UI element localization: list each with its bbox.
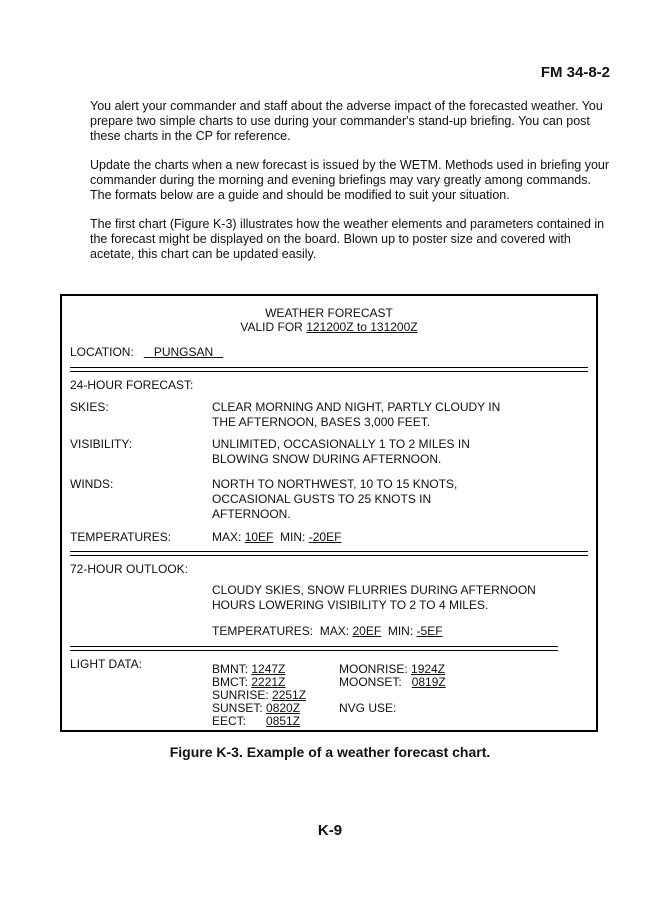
skies-value: CLEAR MORNING AND NIGHT, PARTLY CLOUDY IN THE AFTERNOON, BASES 3,000 FEET. xyxy=(212,400,501,429)
intro-paragraph-1: You alert your commander and staff about the adverse impact of the forecasted weather. You prepare two simple charts to use during your commander's stand-up briefing. You can post these charts in the CP for reference. xyxy=(90,99,603,143)
intro-text xyxy=(90,99,610,276)
outlook-value: CLOUDY SKIES, SNOW FLURRIES DURING AFTERNOON HOURS LOWERING VISIBILITY TO 2 TO 4 MILES. xyxy=(212,583,536,612)
light-data-right: MOONRISE: 1924Z MOONSET: 0819Z NVG USE: xyxy=(339,662,446,715)
location-row xyxy=(70,345,223,359)
visibility-value: UNLIMITED, OCCASIONALLY 1 TO 2 MILES IN BLOWING SNOW DURING AFTERNOON. xyxy=(212,437,470,466)
location-label: LOCATION: xyxy=(70,345,134,359)
visibility-label: VISIBILITY: xyxy=(70,437,133,451)
temperatures-label: TEMPERATURES: xyxy=(70,530,172,544)
intro-paragraph-2: Update the charts when a new forecast is issued by the WETM. Methods used in briefing your commander during the morning and evening briefings may vary greatly among commands. The formats below are a guide and should be modified to suit your situation. xyxy=(90,158,610,202)
location-value: PUNGSAN xyxy=(153,345,214,359)
weather-forecast-chart xyxy=(60,294,598,732)
outlook-label: 72-HOUR OUTLOOK: xyxy=(70,562,189,576)
valid-range: 121200Z to 131200Z xyxy=(306,320,418,334)
intro-paragraph-3: The first chart (Figure K-3) illustrates how the weather elements and parameters contained in the forecast might be displayed on the board. Blown up to poster size and covered with acetate, this chart can be updated easily. xyxy=(90,217,605,261)
chart-title: WEATHER FORECAST xyxy=(265,306,393,320)
light-data-label: LIGHT DATA: xyxy=(70,657,143,671)
outlook-temperatures: TEMPERATURES: MAX: 20EF MIN: -5EF xyxy=(212,624,443,638)
winds-label: WINDS: xyxy=(70,477,114,491)
forecast-24-label: 24-HOUR FORECAST: xyxy=(70,378,194,392)
skies-label: SKIES: xyxy=(70,400,109,414)
figure-caption: Figure K-3. Example of a weather forecast chart. xyxy=(169,744,491,760)
light-data-left: BMNT: 1247Z BMCT: 2221Z SUNRISE: 2251Z SUNSET: 0820Z EECT: 0851Z xyxy=(212,662,307,728)
document-id: FM 34-8-2 xyxy=(540,64,610,81)
page-number: K-9 xyxy=(317,822,343,839)
valid-prefix: VALID FOR xyxy=(240,320,307,334)
section-divider xyxy=(70,367,588,372)
winds-value: NORTH TO NORTHWEST, 10 TO 15 KNOTS, OCCASIONAL GUSTS TO 25 KNOTS IN AFTERNOON. xyxy=(212,477,458,521)
section-divider xyxy=(70,551,588,556)
chart-valid-line xyxy=(62,320,596,334)
temperatures-value: MAX: 10EF MIN: -20EF xyxy=(212,530,342,544)
section-divider xyxy=(70,646,558,651)
